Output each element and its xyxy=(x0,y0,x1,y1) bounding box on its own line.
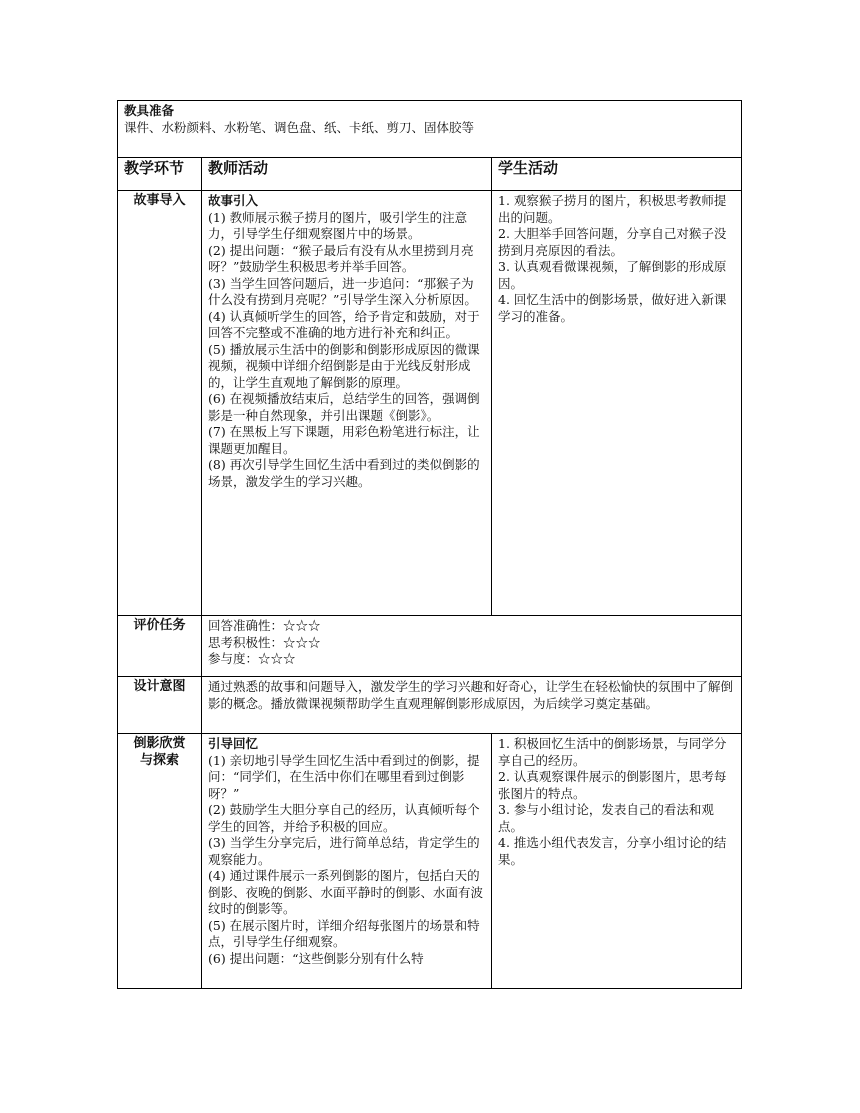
design-text: 通过熟悉的故事和问题导入，激发学生的学习兴趣和好奇心，让学生在轻松愉快的氛围中了解倒影的概念。播放微课视频帮助学生直观理解倒影形成原因，为后续学习奠定基础。 xyxy=(202,677,742,734)
eval-row xyxy=(118,616,742,677)
eval-line: 思考积极性：☆☆☆ xyxy=(208,634,321,650)
intro-student-item: 3. 认真观看微课视频，了解倒影的形成原因。 xyxy=(498,259,727,291)
eval-line: 回答准确性：☆☆☆ xyxy=(208,618,321,633)
prep-content: 课件、水粉颜料、水粉笔、调色盘、纸、卡纸、剪刀、固体胶等 xyxy=(124,119,475,135)
explore-student-item: 2. 认真观察课件展示的倒影图片，思考每张图片的特点。 xyxy=(498,769,727,801)
explore-teacher-item: (2) 鼓励学生大胆分享自己的经历，认真倾听每个学生的回答，并给予积极的回应。 xyxy=(208,802,480,834)
design-stage: 设计意图 xyxy=(118,677,202,734)
explore-teacher-item: (4) 通过课件展示一系列倒影的图片，包括白天的倒影、夜晚的倒影、水面平静时的倒影、水面有波纹时的倒影等。 xyxy=(208,868,484,916)
intro-teacher-item: (2) 提出问题：“猴子最后有没有从水里捞到月亮呀？”鼓励学生积极思考并举手回答。 xyxy=(208,242,474,274)
explore-teacher-title: 引导回忆 xyxy=(208,736,259,751)
intro-teacher-item: (7) 在黑板上写下课题，用彩色粉笔进行标注，让课题更加醒目。 xyxy=(208,424,480,456)
eval-stage: 评价任务 xyxy=(118,616,202,677)
header-teacher: 教师活动 xyxy=(202,158,492,191)
explore-row xyxy=(118,734,742,989)
header-stage: 教学环节 xyxy=(118,158,202,191)
explore-stage xyxy=(118,734,202,989)
intro-student-cell xyxy=(492,191,742,616)
explore-student-item: 3. 参与小组讨论，发表自己的看法和观点。 xyxy=(498,802,714,834)
eval-line: 参与度：☆☆☆ xyxy=(208,651,296,666)
intro-teacher-item: (4) 认真倾听学生的回答，给予肯定和鼓励，对于回答不完整或不准确的地方进行补充和纠正。 xyxy=(208,308,480,340)
explore-teacher-item: (6) 提出问题：“这些倒影分别有什么特 xyxy=(208,950,424,966)
explore-stage-line: 与探索 xyxy=(139,752,179,768)
intro-teacher-title: 故事引入 xyxy=(208,193,259,208)
lesson-plan-table xyxy=(117,100,742,989)
explore-student-item: 4. 推选小组代表发言，分享小组讨论的结果。 xyxy=(498,835,727,867)
header-student: 学生活动 xyxy=(492,158,742,191)
explore-student-item: 1. 积极回忆生活中的倒影场景，与同学分享自己的经历。 xyxy=(498,736,727,768)
intro-row xyxy=(118,191,742,616)
design-row xyxy=(118,677,742,734)
prep-row xyxy=(118,101,742,158)
intro-teacher-item: (3) 当学生回答问题后，进一步追问：“那猴子为什么没有捞到月亮呢？”引导学生深入分析原因。 xyxy=(208,275,477,307)
prep-title: 教具准备 xyxy=(124,103,175,118)
intro-teacher-cell xyxy=(202,191,492,616)
intro-stage: 故事导入 xyxy=(118,191,202,616)
intro-student-item: 2. 大胆举手回答问题，分享自己对猴子没捞到月亮原因的看法。 xyxy=(498,226,727,258)
intro-student-item: 1. 观察猴子捞月的图片，积极思考教师提出的问题。 xyxy=(498,193,727,225)
header-row xyxy=(118,158,742,191)
intro-teacher-item: (6) 在视频播放结束后，总结学生的回答，强调倒影是一种自然现象，并引出课题《倒影》。 xyxy=(208,391,480,423)
eval-cell xyxy=(202,616,742,677)
explore-teacher-item: (3) 当学生分享完后，进行简单总结，肯定学生的观察能力。 xyxy=(208,835,480,867)
intro-teacher-item: (8) 再次引导学生回忆生活中看到过的类似倒影的场景，激发学生的学习兴趣。 xyxy=(208,457,480,489)
explore-teacher-item: (5) 在展示图片时，详细介绍每张图片的场景和特点，引导学生仔细观察。 xyxy=(208,917,480,949)
explore-stage-line: 倒影欣赏 xyxy=(133,736,186,751)
intro-teacher-item: (5) 播放展示生活中的倒影和倒影形成原因的微课视频，视频中详细介绍倒影是由于光线反射形成的，让学生直观地了解倒影的原理。 xyxy=(208,341,480,390)
intro-teacher-item: (1) 教师展示猴子捞月的图片，吸引学生的注意力，引导学生仔细观察图片中的场景。 xyxy=(208,209,468,241)
explore-teacher-item: (1) 亲切地引导学生回忆生活中看到过的倒影，提问：“同学们，在生活中你们在哪里看到过倒影呀？” xyxy=(208,752,480,801)
explore-student-cell xyxy=(492,734,742,989)
explore-teacher-cell xyxy=(202,734,492,989)
prep-cell xyxy=(118,101,742,158)
intro-student-item: 4. 回忆生活中的倒影场景，做好进入新课学习的准备。 xyxy=(498,292,727,324)
